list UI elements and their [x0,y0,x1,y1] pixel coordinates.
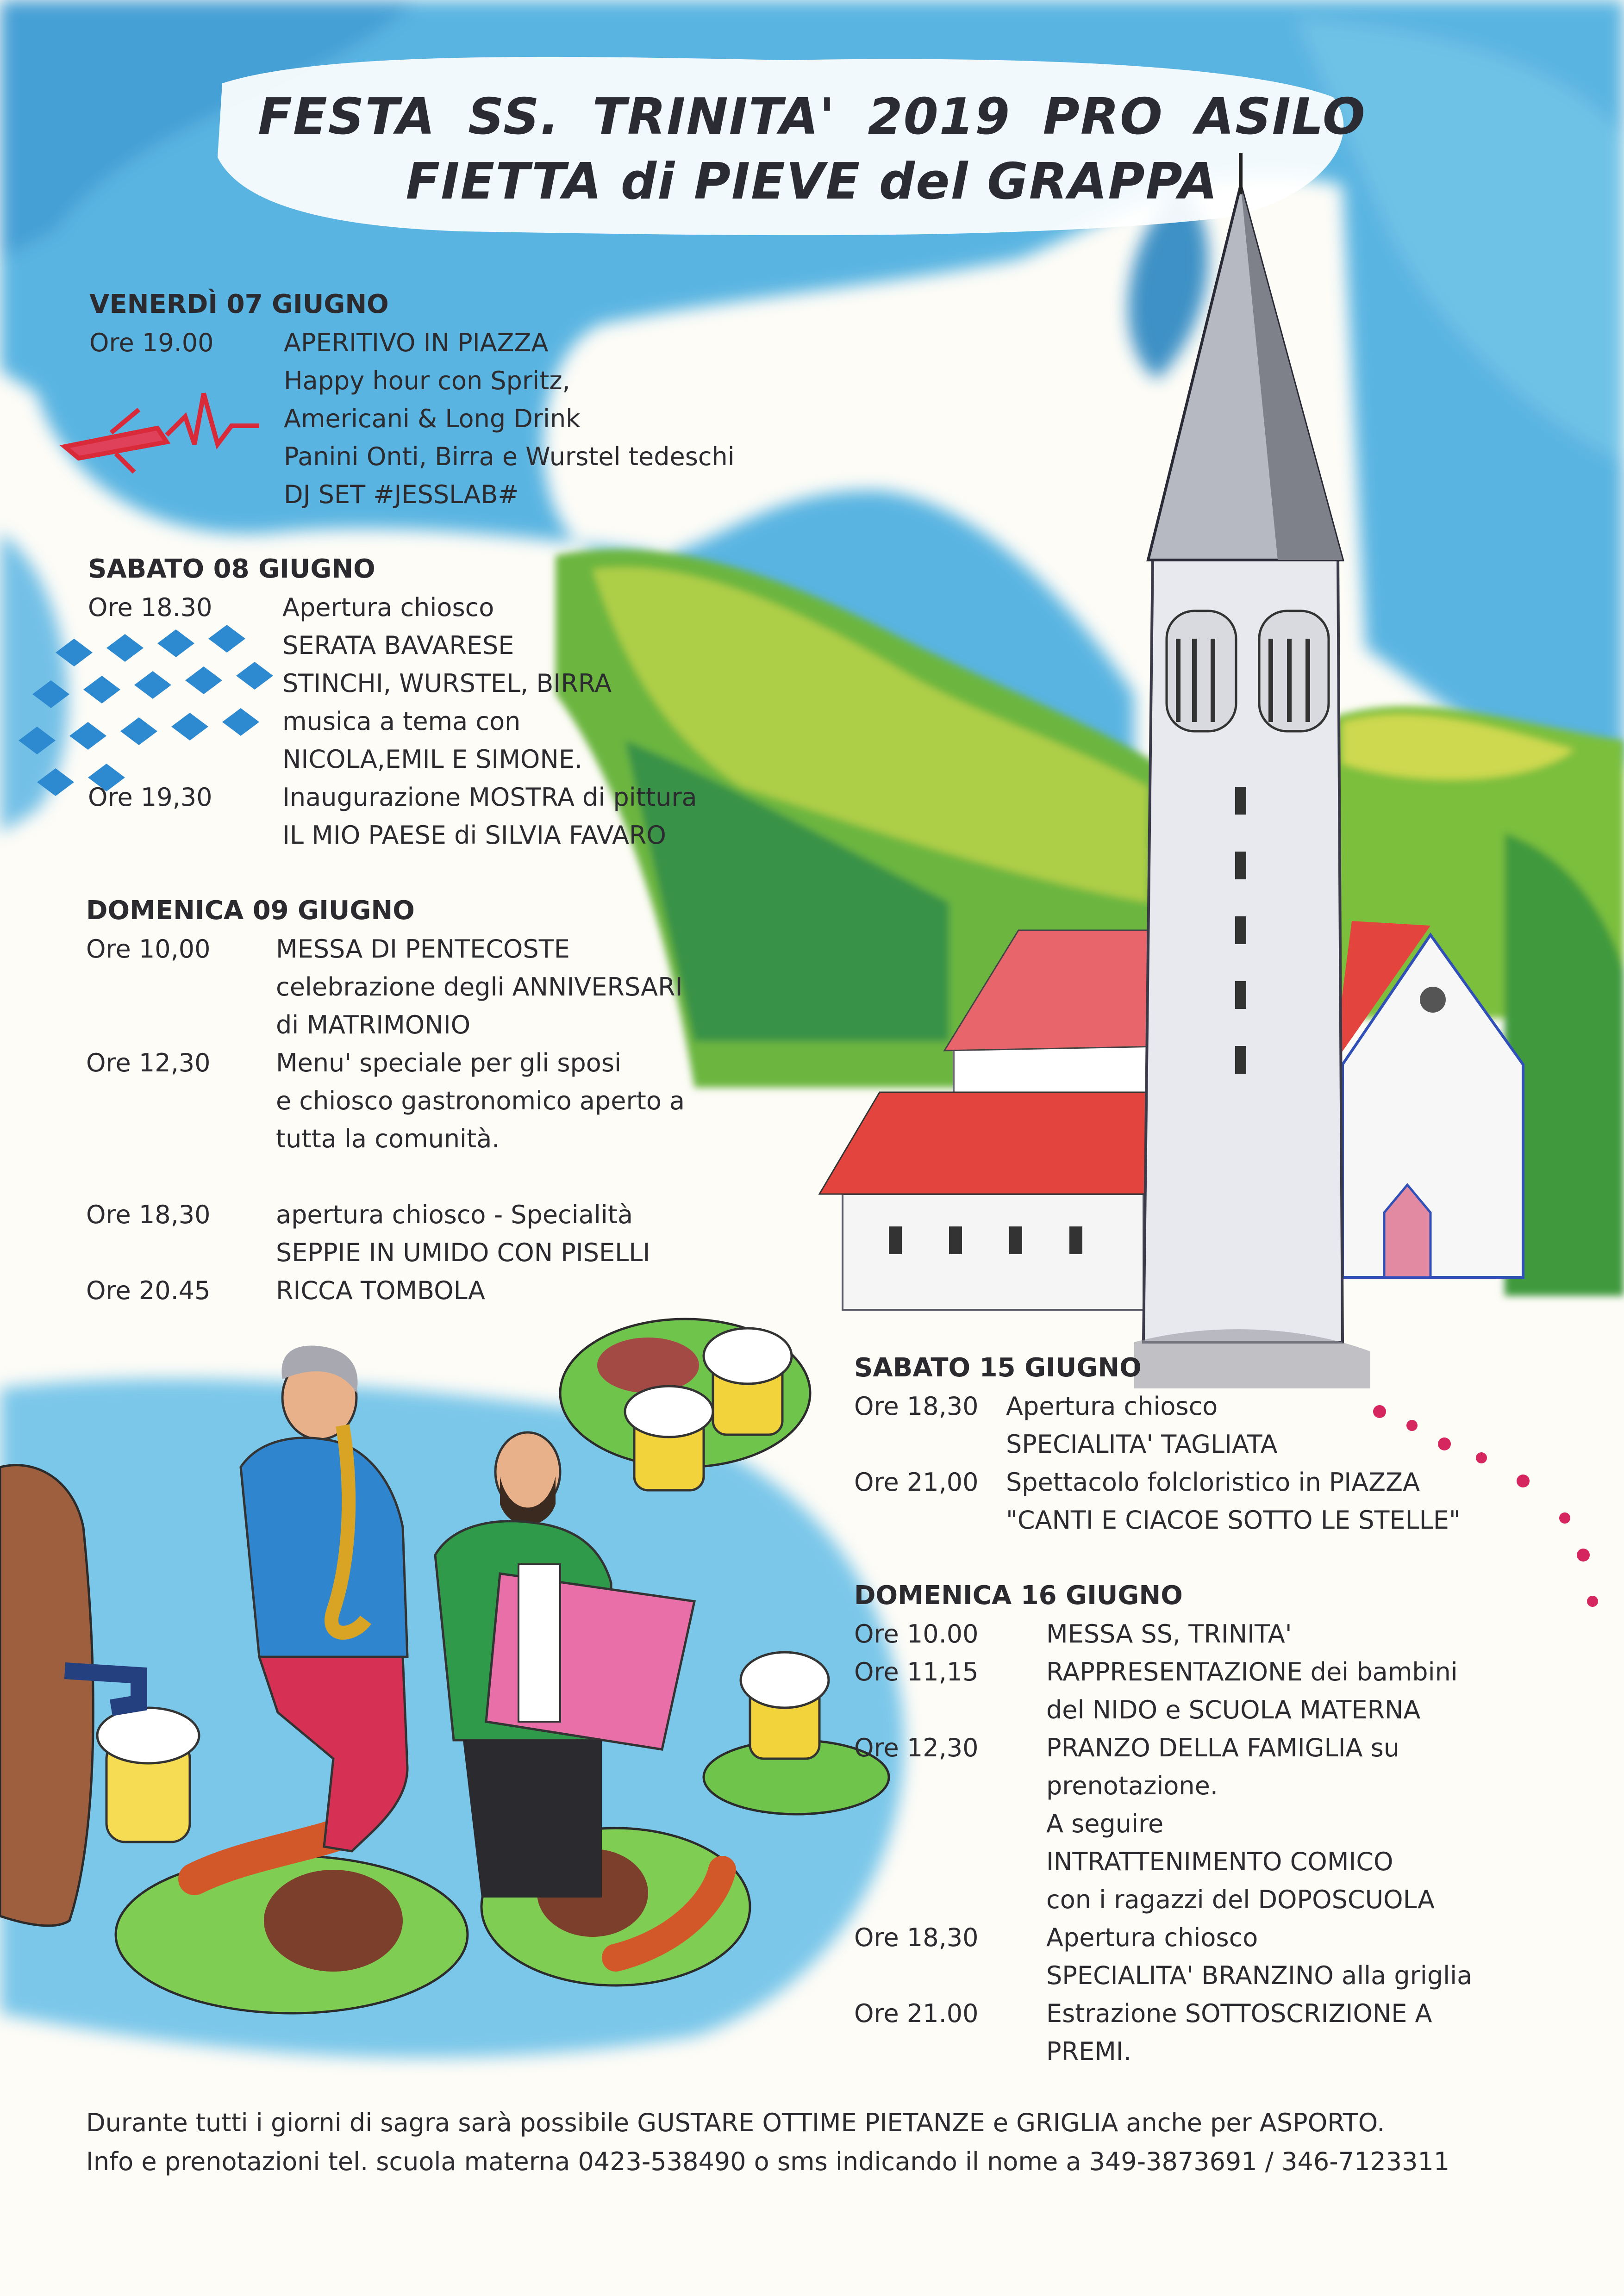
event-time [86,1120,276,1158]
schedule-row [854,1463,1576,1501]
schedule-row [854,1881,1576,1919]
event-time [854,1691,1046,1729]
event-text: Apertura chiosco [1006,1392,1218,1421]
event-time [854,1767,1046,1805]
event-time [86,1082,276,1120]
event-time [88,816,282,854]
schedule-row [88,665,884,703]
event-time: Ore 18,30 [854,1923,979,1952]
schedule-row [88,589,884,627]
poster-title-line-1: FESTA SS. TRINITA' 2019 PRO ASILO [258,88,1366,146]
event-text: INTRATTENIMENTO COMICO [1046,1847,1393,1876]
event-time [88,665,282,703]
schedule-row [854,1653,1576,1691]
event-text: apertura chiosco - Specialità [276,1200,633,1229]
event-time [854,1881,1046,1919]
event-time: Ore 10,00 [86,934,211,964]
event-text: MESSA SS, TRINITA' [1046,1619,1292,1649]
event-text: STINCHI, WURSTEL, BIRRA [282,669,612,698]
schedule-row [86,1006,882,1044]
event-text: Panini Onti, Birra e Wurstel tedeschi [284,442,735,471]
event-text: musica a tema con [282,707,521,736]
schedule-row [854,1843,1576,1881]
event-text: di MATRIMONIO [276,1010,471,1039]
schedule-row [854,1425,1576,1463]
event-text: Happy hour con Spritz, [284,366,570,395]
event-text: MESSA DI PENTECOSTE [276,934,570,964]
event-text: SPECIALITA' TAGLIATA [1006,1430,1278,1459]
schedule-row [88,627,884,665]
event-time [854,1805,1046,1843]
event-time [86,968,276,1006]
event-text: IL MIO PAESE di SILVIA FAVARO [282,821,666,850]
event-text: "CANTI E CIACOE SOTTO LE STELLE" [1006,1506,1461,1535]
section-heading: VENERDÌ 07 GIUGNO [89,289,389,319]
event-time: Ore 18,30 [86,1200,211,1229]
event-time [88,740,282,778]
event-text: SERATA BAVARESE [282,631,514,660]
schedule-row [89,476,886,514]
event-time: Ore 19.00 [89,328,214,357]
schedule-row [88,703,884,740]
event-time: Ore 18,30 [854,1392,979,1421]
event-time: Ore 21,00 [854,1468,979,1497]
event-text: Americani & Long Drink [284,404,581,433]
event-time: Ore 19,30 [88,783,212,812]
schedule-row [854,1388,1576,1425]
event-time [854,1957,1046,1995]
footer-line-2: Info e prenotazioni tel. scuola materna 0423-538490 o sms indicando il nome a 349-3873691 / 346-7123311 [86,2147,1450,2176]
poster-title-line-2: FIETTA di PIEVE del GRAPPA [406,153,1218,211]
section-venerdi-07 [89,285,886,514]
schedule-row [89,438,886,476]
event-text: RICCA TOMBOLA [276,1276,485,1305]
event-text: con i ragazzi del DOPOSCUOLA [1046,1885,1435,1914]
footer-line-1: Durante tutti i giorni di sagra sarà possibile GUSTARE OTTIME PIETANZE e GRIGLIA anche per ASPORTO. [86,2108,1385,2137]
schedule-row [88,778,884,816]
event-time [854,2033,1046,2071]
schedule-row [854,1957,1576,1995]
event-time: Ore 20.45 [86,1276,211,1305]
event-time [86,1234,276,1272]
schedule-row [854,1919,1576,1957]
event-text: Inaugurazione MOSTRA di pittura [282,783,697,812]
event-time [854,1843,1046,1881]
section-sabato-08 [88,550,884,854]
event-text: NICOLA,EMIL E SIMONE. [282,745,583,774]
event-text: celebrazione degli ANNIVERSARI [276,972,683,1002]
schedule-row [86,968,882,1006]
schedule-row [86,1234,882,1272]
schedule-row [854,1729,1576,1767]
event-time [89,362,284,400]
event-time [854,1501,1006,1539]
event-text: del NIDO e SCUOLA MATERNA [1046,1695,1421,1724]
schedule-row [86,1044,882,1082]
schedule-row [854,1767,1576,1805]
event-time: Ore 12,30 [86,1048,211,1077]
footer-info [86,2103,1591,2181]
event-text: Estrazione SOTTOSCRIZIONE A [1046,1999,1432,2028]
event-time [89,476,284,514]
event-text: e chiosco gastronomico aperto a [276,1086,685,1115]
schedule-row [854,1691,1576,1729]
event-time: Ore 12,30 [854,1733,979,1762]
event-time: Ore 10.00 [854,1619,979,1649]
schedule-row [88,816,884,854]
schedule-row [86,1082,882,1120]
schedule-row [89,324,886,362]
schedule-row [89,362,886,400]
schedule-row [86,1196,882,1234]
schedule-row [86,1120,882,1158]
section-sabato-15 [854,1349,1576,1539]
event-text: SEPPIE IN UMIDO CON PISELLI [276,1238,650,1267]
section-heading: DOMENICA 09 GIUGNO [86,896,415,926]
section-heading: SABATO 15 GIUGNO [854,1353,1142,1383]
section-heading: SABATO 08 GIUGNO [88,554,375,584]
event-time: Ore 21.00 [854,1999,979,2028]
event-text: PRANZO DELLA FAMIGLIA su [1046,1733,1399,1762]
schedule-row [89,400,886,438]
schedule-row [86,1272,882,1310]
schedule-row [854,2033,1576,2071]
event-text: PREMI. [1046,2037,1131,2066]
event-time: Ore 11,15 [854,1657,979,1686]
event-text: SPECIALITA' BRANZINO alla griglia [1046,1961,1473,1990]
event-time: Ore 18.30 [88,593,212,622]
event-time [88,627,282,665]
section-domenica-16 [854,1576,1576,2071]
event-text: RAPPRESENTAZIONE dei bambini [1046,1657,1458,1686]
event-time [88,703,282,740]
section-heading: DOMENICA 16 GIUGNO [854,1580,1183,1611]
event-text: tutta la comunità. [276,1124,500,1153]
event-text: Spettacolo folcloristico in PIAZZA [1006,1468,1420,1497]
schedule-row [854,1501,1576,1539]
schedule-row [88,740,884,778]
schedule-row [854,1995,1576,2033]
event-text: DJ SET #JESSLAB# [284,480,519,509]
schedule-row [854,1615,1576,1653]
event-time [854,1425,1006,1463]
event-time [89,400,284,438]
event-text: A seguire [1046,1809,1164,1838]
schedule-row [854,1805,1576,1843]
section-domenica-09 [86,891,882,1310]
event-text: APERITIVO IN PIAZZA [284,328,549,357]
schedule-row [86,930,882,968]
event-text: Apertura chiosco [1046,1923,1258,1952]
event-time [89,438,284,476]
event-text: Apertura chiosco [282,593,494,622]
event-time [86,1006,276,1044]
event-text: Menu' speciale per gli sposi [276,1048,621,1077]
spacer [86,1158,882,1196]
event-text: prenotazione. [1046,1771,1218,1800]
